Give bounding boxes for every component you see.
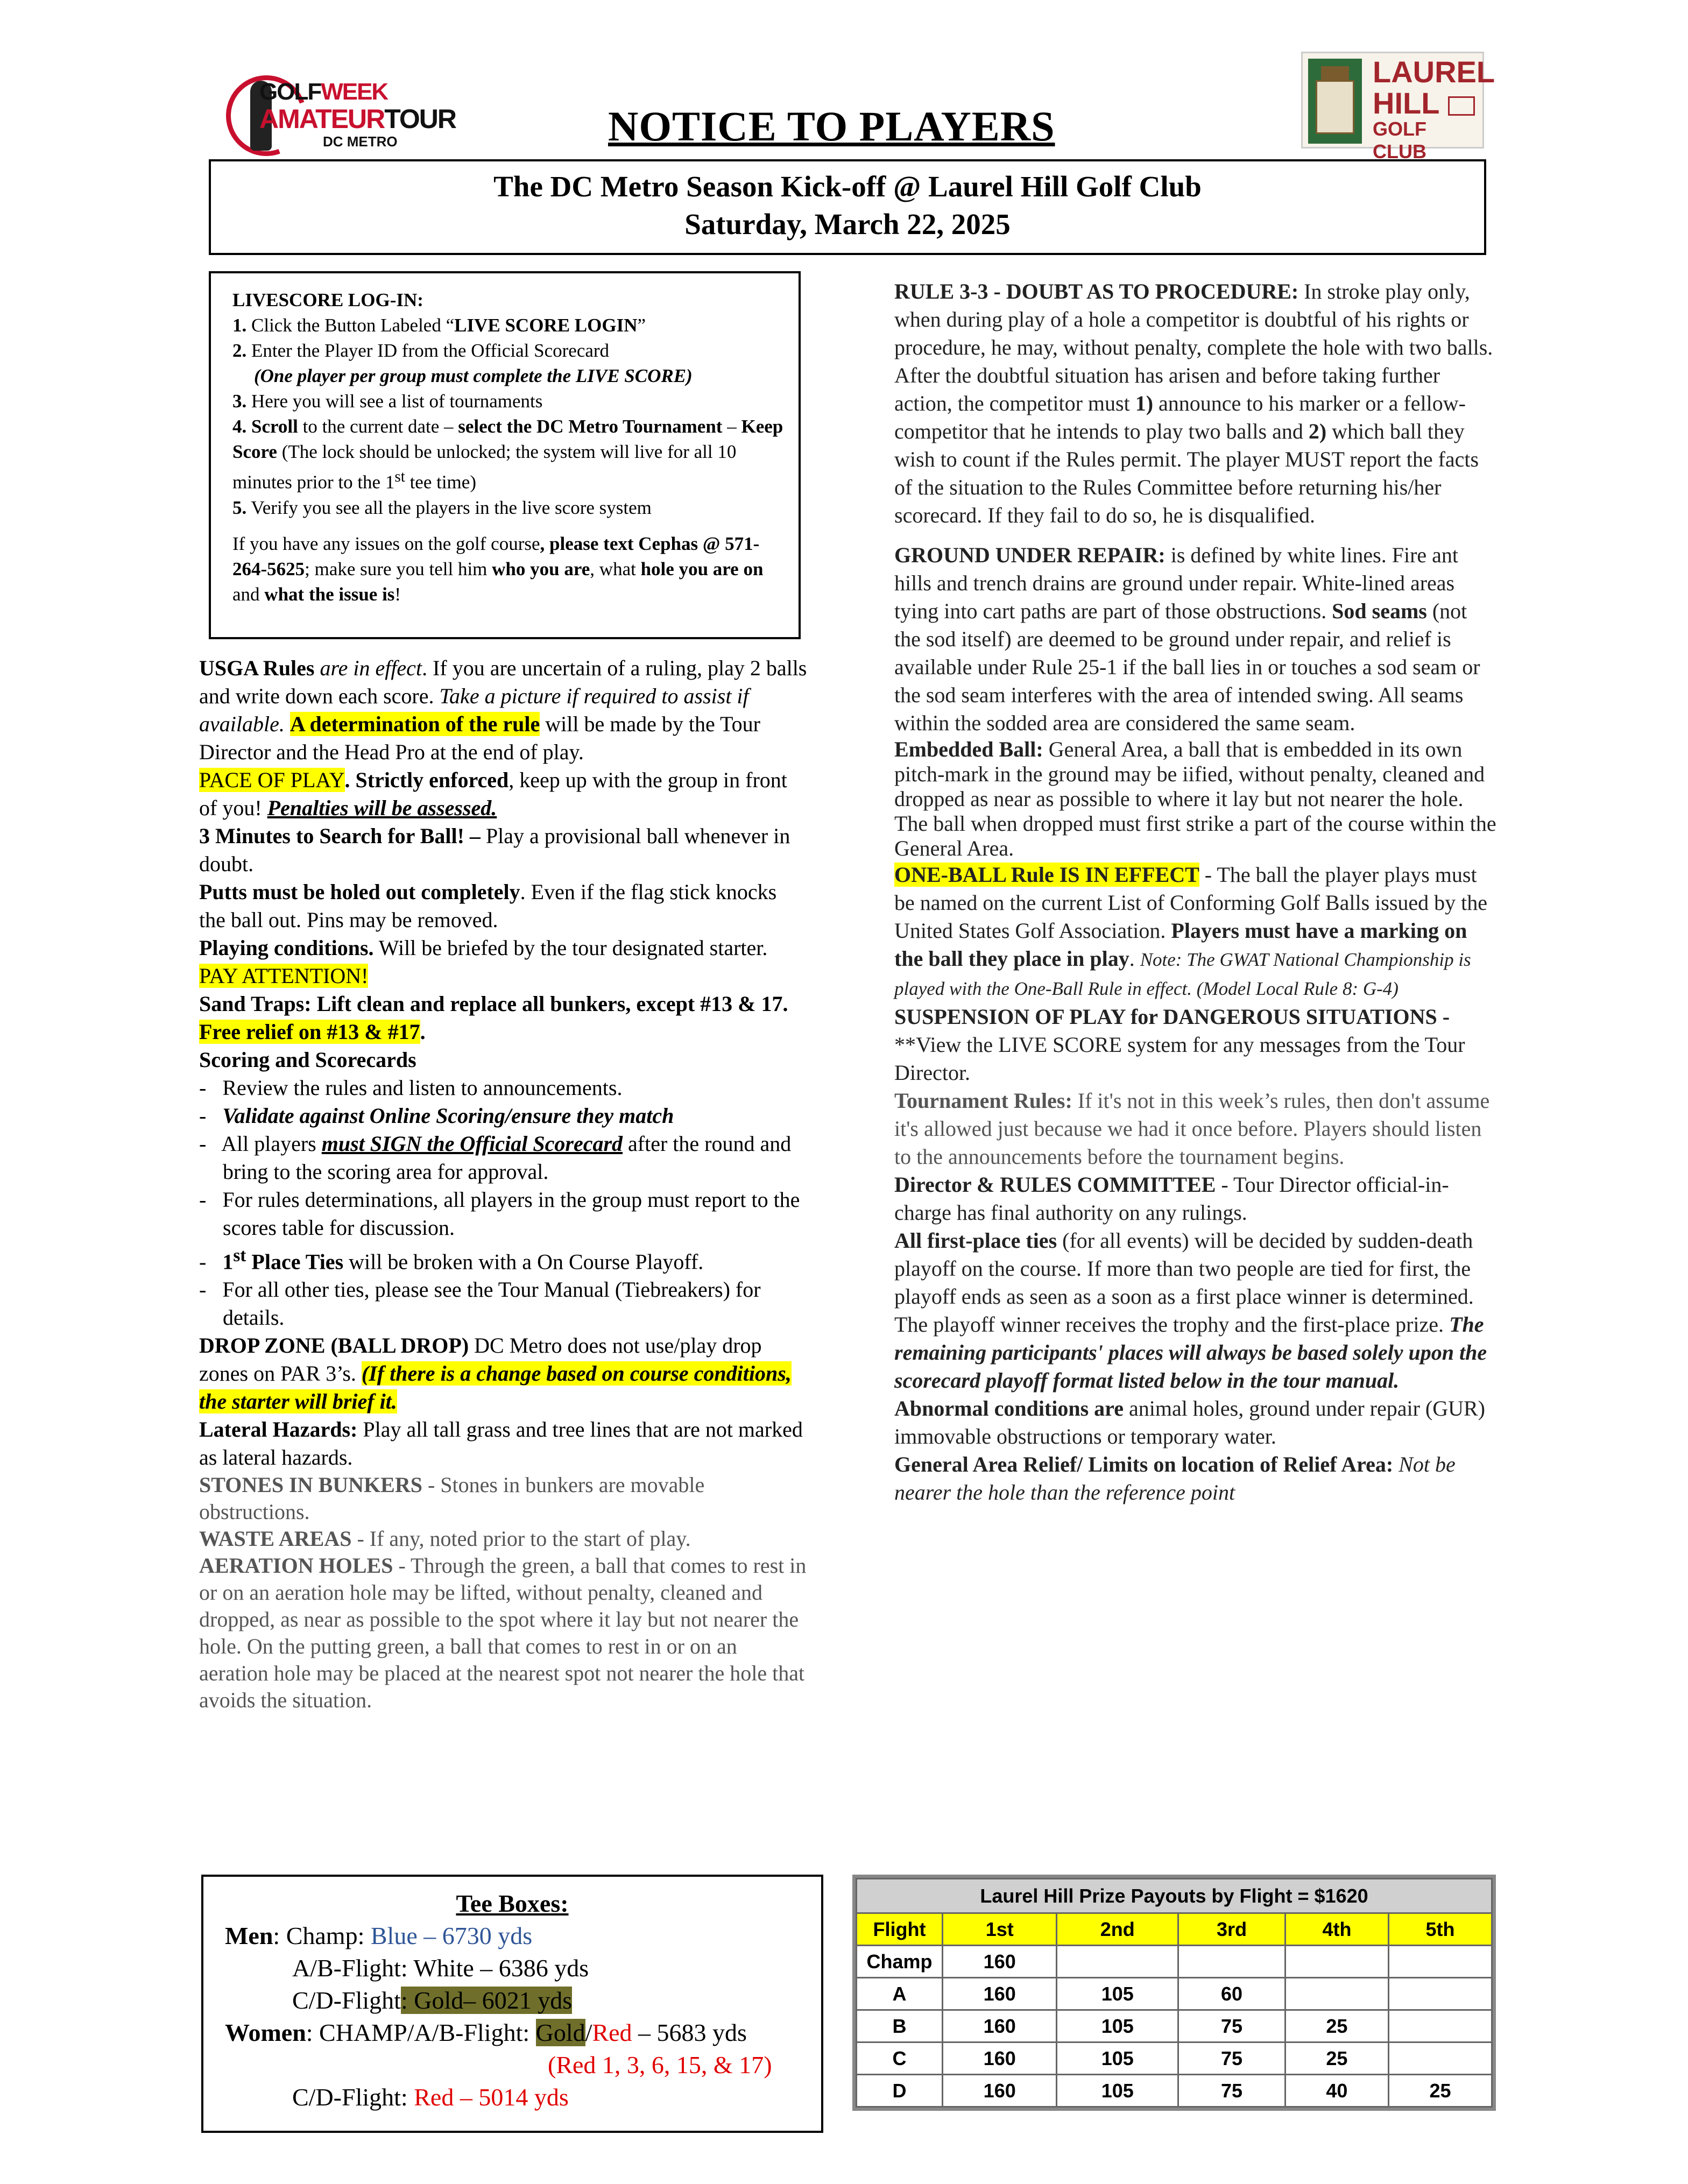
table-cell: 160: [943, 1946, 1057, 1978]
table-cell: 25: [1388, 2075, 1492, 2107]
playing-conditions-paragraph: Playing conditions. Will be briefed by the tour designated starter. PAY ATTENTION!: [199, 936, 768, 988]
livescore-step-4: 4. Scroll to the current date – select the DC Metro Tournament – Keep Score (The lock should be unlocked; the system will live for all 10 minutes prior to the 1st tee time): [232, 416, 783, 493]
logo-text-golf-club: GOLF CLUB: [1373, 118, 1426, 162]
logo-text-dc-metro: DC METRO: [323, 133, 398, 150]
table-cell: [1285, 1978, 1388, 2010]
table-cell: D: [857, 2075, 943, 2107]
logo-text-hill: HILL: [1373, 86, 1440, 120]
col-header: 2nd: [1057, 1913, 1178, 1946]
table-caption-row: [857, 1879, 1492, 1913]
table-cell: 160: [943, 2010, 1057, 2042]
general-area-relief-paragraph: General Area Relief/ Limits on location of Relief Area: Not be nearer the hole than the reference point: [894, 1452, 1456, 1504]
rules-committee-paragraph: Director & RULES COMMITTEE - Tour Director official-in-charge has final authority on any rulings.: [894, 1172, 1449, 1225]
tee-men-champ: Men: Champ: Blue – 6730 yds: [225, 1922, 533, 1949]
table-cell: 160: [943, 2042, 1057, 2075]
laurel-hill-golf-club-logo: [1301, 52, 1495, 162]
table-cell: 105: [1057, 2075, 1178, 2107]
drop-zone-paragraph: DROP ZONE (BALL DROP) DC Metro does not use/play drop zones on PAR 3’s. (If there is a change based on course conditions, the starter will brief it.: [199, 1333, 792, 1414]
table-cell: 160: [943, 1978, 1057, 2010]
waste-areas-paragraph: WASTE AREAS - If any, noted prior to the start of play. AERATION HOLES - Through the green, a ball that comes to rest in or on an aeration hole may be lifted, without penalty, cleaned and dropped, as near as possible to the spot where it lay but not nearer the hole. On the putting green, a ball that comes to rest in or on an aeration hole may be placed at the nearest spot not nearer the hole that avoids the situation.: [199, 1526, 807, 1713]
first-place-ties-paragraph: All first-place ties (for all events) will be decided by sudden-death playoff on the course. If more than two people are tied for first, the playoff ends as seen as a soon as a first place winner is determined. The playoff winner receives the trophy and the first-place prize. The remaining participants' places will always be based solely upon the scorecard playoff format listed below in the tour manual. Abnormal conditions are animal holes, ground under repair (GUR) immovable obstructions or temporary water.: [894, 1228, 1487, 1448]
col-header: Flight: [857, 1913, 943, 1946]
tee-men-ab: A/B-Flight: White – 6386 yds: [292, 1954, 589, 1982]
table-cell: 25: [1285, 2010, 1388, 2042]
usga-rules-paragraph: USGA Rules are in effect. If you are uncertain of a ruling, play 2 balls and write down each score. Take a picture if required to assist if available. A determination of the rule will be made by the Tour Director and the Head Pro at the end of play.: [199, 656, 807, 764]
table-row: [857, 1946, 1492, 1978]
logo-text-tour: TOUR: [384, 104, 456, 134]
livescore-step-1: 1. Click the Button Labeled “LIVE SCORE LOGIN”: [232, 315, 646, 336]
scoring-item-6: - For all other ties, please see the Tour Manual (Tiebreakers) for details.: [199, 1277, 761, 1330]
livescore-step-3: 3. Here you will see a list of tournaments: [232, 391, 543, 412]
col-header: 3rd: [1178, 1913, 1286, 1946]
table-cell: 60: [1178, 1978, 1286, 2010]
table-cell: [1388, 2042, 1492, 2075]
table-row: [857, 2075, 1492, 2107]
table-cell: [1388, 2010, 1492, 2042]
table-cell: [1388, 1978, 1492, 2010]
tee-women-champ-ab: Women: CHAMP/A/B-Flight: Gold/Red – 5683 yds: [225, 2019, 747, 2046]
putts-paragraph: Putts must be holed out completely. Even if the flag stick knocks the ball out. Pins may be removed.: [199, 880, 777, 932]
ground-under-repair-paragraph: GROUND UNDER REPAIR: is defined by white lines. Fire ant hills and trench drains are ground under repair. White-lined areas tying into cart paths are part of those obstructions. Sod seams (not the sod itself) are deemed to be ground under repair, and relief is available under Rule 25-1 if the ball lies in or touches a sod seam or the sod seam interferes with the area of intended swing. All seams within the sodded area are considered the same seam.: [894, 543, 1480, 735]
table-cell: 105: [1057, 1978, 1178, 2010]
table-cell: [1057, 1946, 1178, 1978]
prize-payouts-table: [852, 1875, 1496, 2111]
sand-traps-paragraph: Sand Traps: Lift clean and replace all bunkers, except #13 & 17. Free relief on #13 & #17.: [199, 992, 788, 1044]
scoring-item-2: - Validate against Online Scoring/ensure they match: [199, 1104, 674, 1128]
livescore-login-box: [209, 271, 801, 639]
table-cell: 75: [1178, 2075, 1286, 2107]
tournament-rules-paragraph: Tournament Rules: If it's not in this week’s rules, then don't assume it's allowed just because we had it once before. Players should listen to the announcements before the tournament begins.: [894, 1089, 1490, 1169]
col-header: 5th: [1388, 1913, 1492, 1946]
event-date: Saturday, March 22, 2025: [684, 208, 1011, 241]
stones-in-bunkers-paragraph: STONES IN BUNKERS - Stones in bunkers are movable obstructions.: [199, 1473, 705, 1524]
scoring-item-5: - 1st Place Ties will be broken with a On Course Playoff.: [199, 1246, 704, 1274]
table-cell: [1178, 1946, 1286, 1978]
tee-women-red-holes: (Red 1, 3, 6, 15, & 17): [548, 2051, 772, 2079]
tee-boxes-heading: Tee Boxes:: [456, 1890, 569, 1917]
golfweek-amateur-tour-logo: [226, 75, 456, 156]
lateral-hazards-paragraph: Lateral Hazards: Play all tall grass and tree lines that are not marked as lateral hazards.: [199, 1417, 803, 1470]
table-cell: 75: [1178, 2042, 1286, 2075]
table-cell: 25: [1285, 2042, 1388, 2075]
search-ball-paragraph: 3 Minutes to Search for Ball! – Play a provisional ball whenever in doubt.: [199, 824, 790, 876]
tee-women-cd: C/D-Flight: Red – 5014 yds: [292, 2083, 569, 2111]
table-cell: 75: [1178, 2010, 1286, 2042]
table-cell: 40: [1285, 2075, 1388, 2107]
livescore-step-2-note: (One player per group must complete the LIVE SCORE): [254, 365, 693, 386]
pace-of-play-paragraph: PACE OF PLAY. Strictly enforced, keep up with the group in front of you! Penalties will be assessed.: [199, 768, 787, 820]
table-caption: Laurel Hill Prize Payouts by Flight = $1620: [857, 1879, 1492, 1913]
table-row: [857, 2010, 1492, 2042]
table-row: [857, 2042, 1492, 2075]
scoring-item-4: - For rules determinations, all players in the group must report to the scores table for discussion.: [199, 1188, 800, 1240]
tee-boxes-box: [201, 1875, 823, 2133]
table-cell: Champ: [857, 1946, 943, 1978]
table-cell: [1388, 1946, 1492, 1978]
one-ball-rule-paragraph: ONE-BALL Rule IS IN EFFECT - The ball the player plays must be named on the current List of Conforming Golf Balls issued by the United States Golf Association. Players must have a marking on the ball they place in play. Note: The GWAT National Championship is played with the One-Ball Rule in effect. (Model Local Rule 8: G-4): [894, 863, 1488, 999]
left-rules-column: [199, 654, 807, 1714]
table-cell: C: [857, 2042, 943, 2075]
logo-text-golf: GOLF: [259, 79, 321, 105]
scoring-item-1: - Review the rules and listen to announcements.: [199, 1076, 623, 1100]
window-grid-icon: [1448, 96, 1475, 116]
table-cell: A: [857, 1978, 943, 2010]
table-cell: B: [857, 2010, 943, 2042]
table-row: [857, 1978, 1492, 2010]
table-header-row: [857, 1913, 1492, 1946]
livescore-issue-contact: If you have any issues on the golf course, please text Cephas @ 571-264-5625; make sure you tell him who you are, what hole you are on and what the issue is!: [232, 533, 764, 605]
event-header-box: [209, 159, 1486, 255]
logo-text-week: WEEK: [321, 79, 388, 105]
embedded-ball-paragraph: Embedded Ball: General Area, a ball that is embedded in its own pitch-mark in the ground may be iified, without penalty, cleaned and dropped as near as possible to where it lay but not nearer the hole. The ball when dropped must first strike a part of the course within the General Area.: [894, 737, 1496, 860]
livescore-step-2: 2. Enter the Player ID from the Official Scorecard: [232, 340, 610, 361]
rule-3-3-paragraph: RULE 3-3 - DOUBT AS TO PROCEDURE: In stroke play only, when during play of a hole a competitor is doubtful of his rights or procedure, he may, without penalty, complete the hole with two balls. After the doubtful situation has arisen and before taking further action, the competitor must 1) announce to his marker or a fellow-competitor that he intends to play two balls and 2) which ball they wish to count if the Rules permit. The player MUST report the facts of the situation to the Rules Committee before returning his/her scorecard. If they fail to do so, he is disqualified.: [894, 279, 1493, 527]
logo-text-laurel: LAUREL: [1373, 55, 1495, 89]
table-cell: [1285, 1946, 1388, 1978]
event-name: The DC Metro Season Kick-off @ Laurel Hill Golf Club: [493, 170, 1202, 203]
livescore-heading: LIVESCORE LOG-IN:: [232, 289, 423, 310]
scoring-item-3: - All players must SIGN the Official Scorecard after the round and bring to the scoring area for approval.: [199, 1132, 792, 1184]
page-title: NOTICE TO PLAYERS: [608, 103, 1055, 150]
suspension-of-play-paragraph: SUSPENSION OF PLAY for DANGEROUS SITUATIONS - **View the LIVE SCORE system for any messages from the Tour Director.: [894, 1005, 1465, 1085]
right-rules-column: [894, 278, 1497, 1507]
scoring-heading: Scoring and Scorecards: [199, 1048, 416, 1072]
clubhouse-icon: [1308, 59, 1362, 144]
livescore-step-5: 5. Verify you see all the players in the live score system: [232, 497, 652, 518]
table-cell: 105: [1057, 2042, 1178, 2075]
table-cell: 105: [1057, 2010, 1178, 2042]
tee-men-cd: C/D-Flight: Gold– 6021 yds: [292, 1987, 573, 2014]
col-header: 1st: [943, 1913, 1057, 1946]
table-cell: 160: [943, 2075, 1057, 2107]
col-header: 4th: [1285, 1913, 1388, 1946]
logo-text-amateur: AMATEUR: [259, 104, 385, 134]
